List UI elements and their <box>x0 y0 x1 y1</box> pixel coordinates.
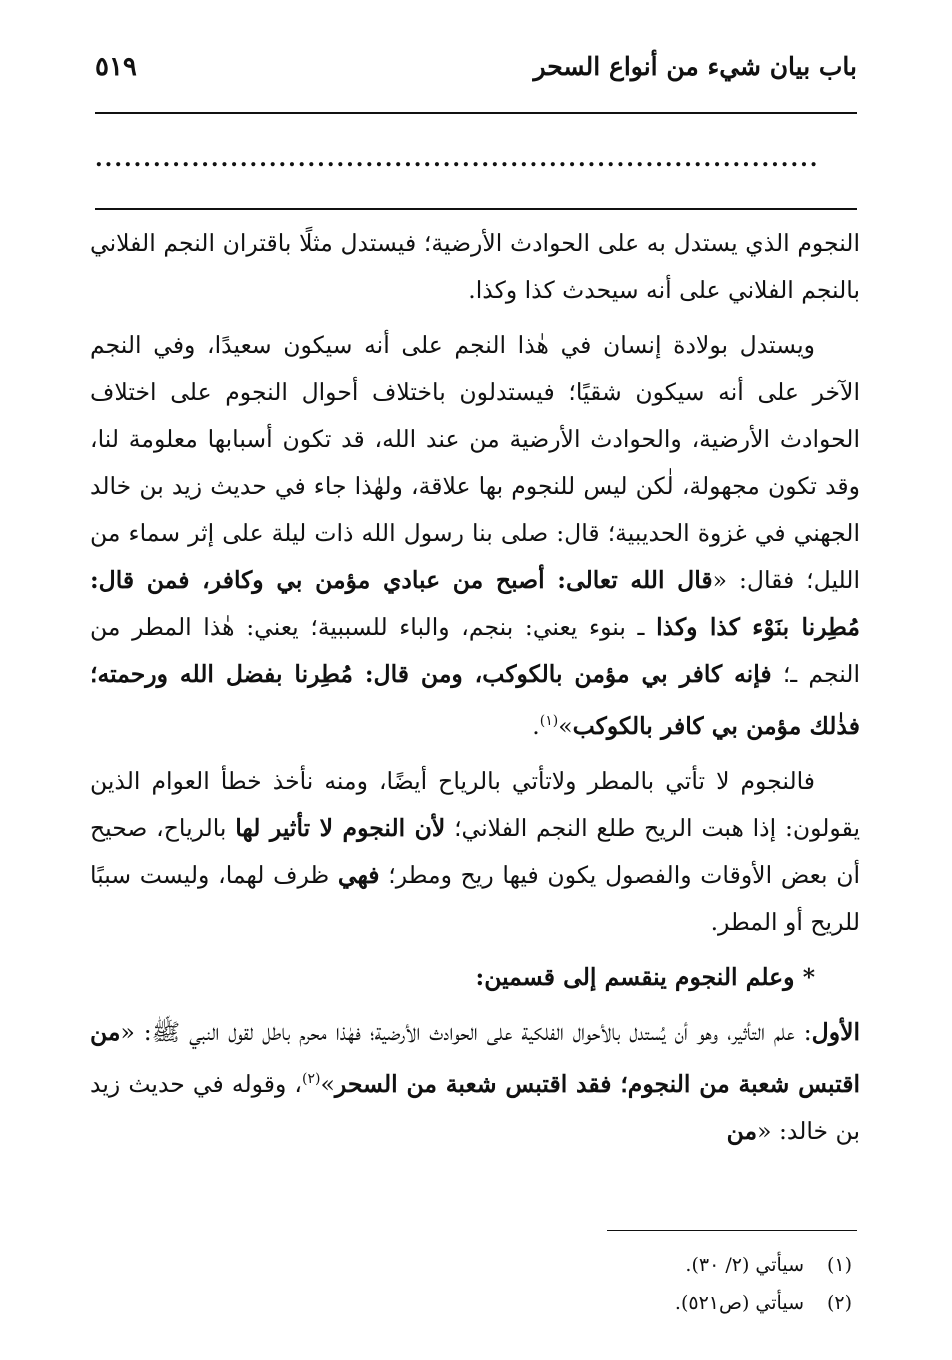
text-run: النجوم الذي يستدل به على الحوادث الأرضية؛ فيستدل مثلًا باقتران النجم الفلاني بالنجم الفلاني على أنه سيحدث كذا وكذا. <box>90 229 860 304</box>
footnote-number: (٢) <box>826 1292 852 1314</box>
paragraph <box>90 1009 860 1155</box>
main-text <box>90 220 860 1163</box>
page-number: ٥١٩ <box>95 52 137 82</box>
text-run: ـ بنوء يعني: بنجم، والباء للسببية؛ يعني: هٰذا المطر من النجم ـ؛ <box>90 613 860 688</box>
emphasis: لأن النجوم لا تأثير لها <box>235 813 446 842</box>
paragraph <box>90 220 860 314</box>
footnote-ref[interactable]: (١) <box>539 713 559 729</box>
text-run: : علم التأثير، وهو أن يُستدل بالأحوال الفلكية على الحوادث الأرضية؛ فهٰذا محرم باطل لقول النبي ﷺ: « <box>120 1017 812 1046</box>
separator-dots: ........................................................................... <box>95 146 820 172</box>
section-rule <box>95 208 857 210</box>
footnote-item <box>675 1284 852 1322</box>
footnotes <box>675 1246 852 1322</box>
paragraph <box>90 322 860 750</box>
text-run: بالرياح، صحيح أن بعض الأوقات والفصول يكون فيها ريح ومطر؛ <box>90 813 860 889</box>
section-heading <box>90 954 860 1001</box>
chapter-title: باب بيان شيء من أنواع السحر <box>533 52 857 81</box>
hadith-quote: قال الله تعالى: أصبح من عبادي مؤمن بي وكافر، فمن قال: مُطِرنا بنَوْء كذا وكذا <box>90 566 861 641</box>
hadith-quote: من اقتبس شعبة من النجوم؛ فقد اقتبس شعبة من السحر <box>90 1017 860 1098</box>
text-run: » <box>558 711 573 740</box>
hadith-quote: فإنه كافر بي مؤمن بالكوكب، ومن قال: مُطِرنا بفضل الله ورحمته؛ فذٰلك مؤمن بي كافر بالكوكب <box>90 660 860 740</box>
text-run: ، وقوله في حديث زيد بن خالد: « <box>90 1069 860 1145</box>
hadith-quote: من <box>726 1116 758 1145</box>
text-run: فالنجوم لا تأتي بالمطر ولاتأتي بالرياح أيضًا، ومنه نأخذ خطأ العوام الذين يقولون: إذا هبت الريح طلع النجم الفلاني؛ <box>90 766 860 842</box>
heading-text: * وعلم النجوم ينقسم إلى قسمين: <box>475 962 815 991</box>
text-run: ويستدل بولادة إنسان في هٰذا النجم على أنه سيكون سعيدًا، وفي النجم الآخر على أنه سيكون شقيًا؛ فيستدلون باختلاف أحوال النجوم على اختلاف الحوادث الأرضية، والحوادث الأرضية من عند الله، قد تكون أسبابها معلومة لنا، وقد تكون مجهولة، لٰكن ليس للنجوم بها علاقة، ولهٰذا جاء في حديث زيد بن خالد الجهني في غزوة الحديبية؛ قال: صلى بنا رسول الله ذات ليلة على إثر سماء من الليل؛ فقال: « <box>90 331 861 594</box>
footnote-rule <box>607 1230 857 1231</box>
term-label: الأول <box>811 1017 860 1046</box>
text-run: . <box>532 711 540 740</box>
footnote-item <box>675 1246 852 1284</box>
header-rule <box>95 112 857 114</box>
footnote-text: سيأتي (ص٥٢١). <box>674 1292 804 1314</box>
footnote-number: (١) <box>826 1254 852 1276</box>
paragraph <box>90 758 860 946</box>
emphasis: فهي <box>337 860 380 889</box>
text-run: ظرف لهما، وليست سببًا للريح أو المطر. <box>90 860 860 936</box>
text-run: » <box>320 1069 335 1098</box>
footnote-ref[interactable]: (٢) <box>302 1070 321 1087</box>
footnote-text: سيأتي (٢/ ٣٠). <box>685 1254 804 1276</box>
page-header <box>95 48 857 98</box>
